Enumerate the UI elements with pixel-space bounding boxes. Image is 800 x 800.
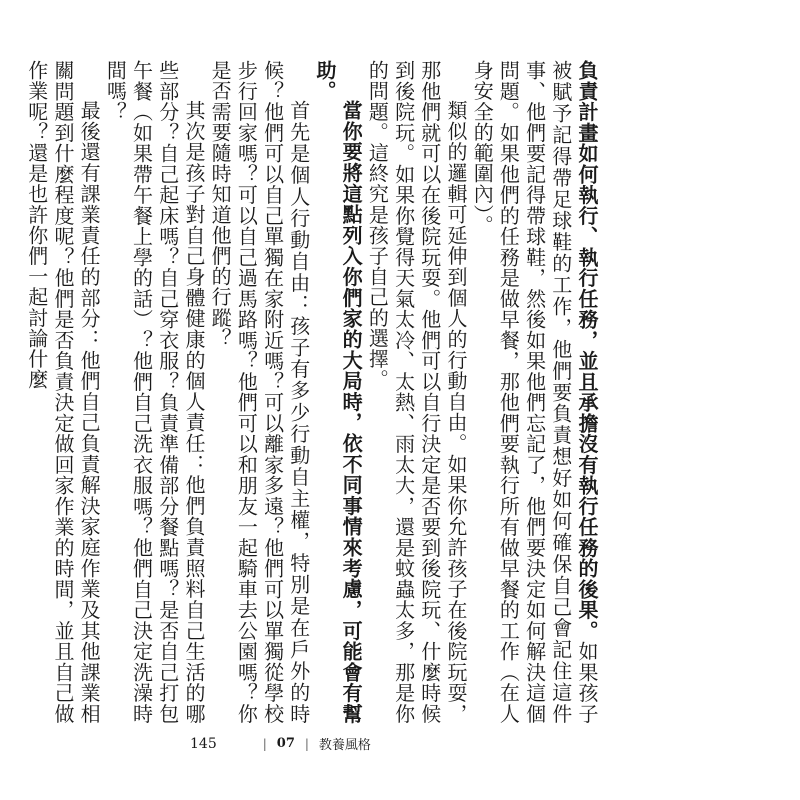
bold-text: 當你要將這點列入你們家的大局時，依不同事情來考慮，可能會有幫助。 bbox=[312, 60, 364, 724]
footer-separator-left: | bbox=[262, 736, 267, 751]
footer-separator-right: | bbox=[304, 736, 309, 751]
body-text-run: 類似的邏輯可延伸到個人的行動自由。如果你允許孩子在後院玩耍，那他們就可以在後院玩耍。他們可以自行決定是否要到後院玩、什麼時候到後院玩。如果你覺得天氣太冷、太熱、雨太大，還是蚊蟲太多，那是你的問題。這終究是孩子自己的選擇。 bbox=[365, 60, 468, 724]
paragraph bbox=[312, 60, 364, 724]
paragraph bbox=[102, 60, 207, 724]
body-text-run: 首先是個人行動自由：孩子有多少行動自主權，特別是在戶外的時候？他們可以自己單獨在家附近嗎？可以離家多遠？他們可以單獨從學校步行回家嗎？可以自己過馬路嗎？他們可以和朋友一起騎車去公園嗎？你是否需要隨時知道他們的行蹤？ bbox=[208, 60, 311, 724]
body-text-run: 其次是孩子對自己身體健康的個人責任：他們負責照料自己生活的哪些部分？自己起床嗎？自己穿衣服？負責準備部分餐點嗎？是否自己打包午餐（如果帶午餐上學的話）？他們自己洗衣服嗎？他們自己決定洗澡時間嗎？ bbox=[103, 60, 206, 724]
chapter-number: 07 bbox=[276, 736, 295, 751]
page-footer bbox=[190, 734, 371, 753]
paragraph bbox=[207, 60, 312, 724]
body-text-run: 最後還有課業責任的部分：他們自己負責解決家庭作業及其他課業相關問題到什麼程度呢？他們是否負責決定做回家作業的時間，並且自己做作業呢？還是也許你們一起討論什麼 bbox=[24, 60, 102, 724]
paragraph bbox=[364, 60, 469, 724]
page-number: 145 bbox=[190, 735, 217, 752]
bold-text: 負責計畫如何執行、執行任務，並且承擔沒有執行任務的後果。 bbox=[575, 60, 599, 642]
paragraph bbox=[24, 60, 103, 724]
chapter-title: 教養風格 bbox=[318, 738, 371, 753]
body-text-run: 如果孩子被賦予記得帶足球鞋的工作，他們要負責想好如何確保自己會記住這件事、他們要記得帶球鞋，然後如果他們忘記了，他們要決定如何解決這個問題。如果他們的任務是做早餐，那他們要執行所有做早餐的工作（在人身安全的範圍內）。 bbox=[470, 60, 599, 724]
body-text bbox=[24, 60, 600, 724]
paragraph bbox=[469, 60, 600, 724]
